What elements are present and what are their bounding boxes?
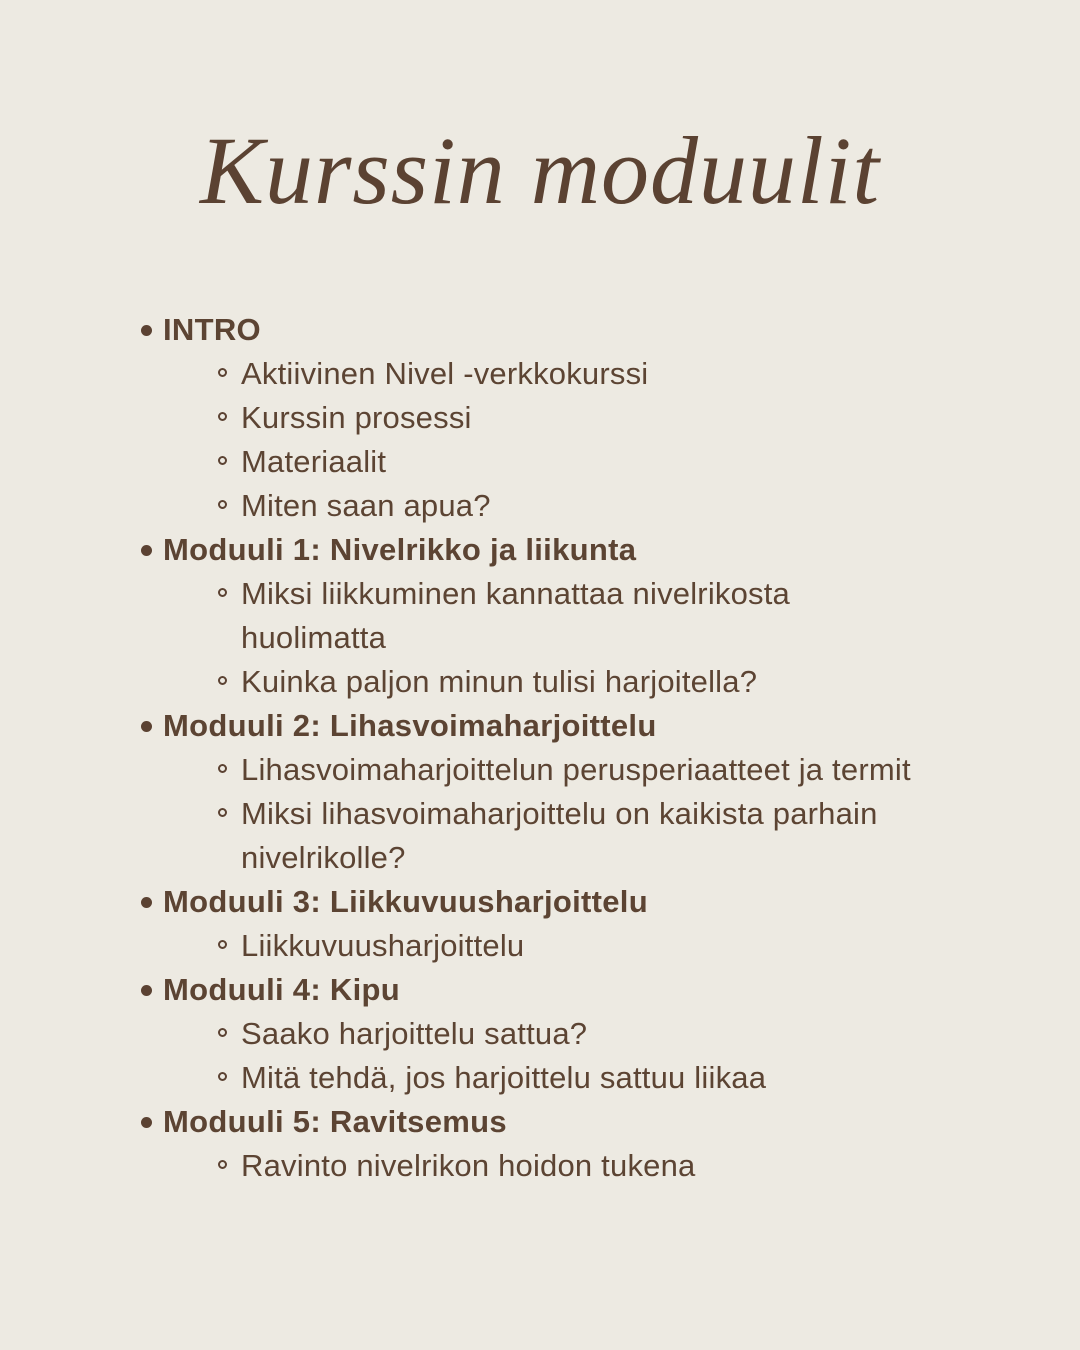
filled-bullet-icon [141, 1117, 152, 1128]
lesson-item [218, 572, 941, 660]
hollow-bullet-icon [218, 500, 227, 509]
lesson-item [218, 1012, 941, 1056]
hollow-bullet-icon [218, 808, 227, 817]
lesson-label: Aktiivinen Nivel -verkkokurssi [241, 355, 649, 391]
lesson-list [218, 352, 941, 528]
hollow-bullet-icon [218, 1160, 227, 1169]
module-item [141, 528, 941, 704]
hollow-bullet-icon [218, 588, 227, 597]
lesson-item [218, 1056, 941, 1100]
lesson-list [218, 924, 941, 968]
lesson-item [218, 660, 941, 704]
lesson-item [218, 440, 941, 484]
filled-bullet-icon [141, 721, 152, 732]
lesson-label: Miksi lihasvoimaharjoittelu on kaikista parhain nivelrikolle? [241, 795, 878, 875]
hollow-bullet-icon [218, 1072, 227, 1081]
lesson-item [218, 396, 941, 440]
hollow-bullet-icon [218, 676, 227, 685]
lesson-list [218, 1012, 941, 1100]
lesson-label: Materiaalit [241, 443, 387, 479]
module-item [141, 968, 941, 1100]
module-label: Moduuli 3: Liikkuvuusharjoittelu [163, 883, 648, 919]
lesson-list [218, 748, 941, 880]
lesson-item [218, 484, 941, 528]
module-item [141, 1100, 941, 1188]
lesson-label: Ravinto nivelrikon hoidon tukena [241, 1147, 696, 1183]
hollow-bullet-icon [218, 368, 227, 377]
lesson-label: Kurssin prosessi [241, 399, 472, 435]
module-label: Moduuli 4: Kipu [163, 971, 400, 1007]
filled-bullet-icon [141, 985, 152, 996]
module-label: INTRO [163, 311, 261, 347]
lesson-item [218, 924, 941, 968]
module-label: Moduuli 5: Ravitsemus [163, 1103, 507, 1139]
module-label: Moduuli 2: Lihasvoimaharjoittelu [163, 707, 657, 743]
lesson-label: Miten saan apua? [241, 487, 491, 523]
lesson-item [218, 352, 941, 396]
hollow-bullet-icon [218, 412, 227, 421]
hollow-bullet-icon [218, 1028, 227, 1037]
filled-bullet-icon [141, 545, 152, 556]
lesson-item [218, 748, 941, 792]
lesson-label: Saako harjoittelu sattua? [241, 1015, 588, 1051]
filled-bullet-icon [141, 325, 152, 336]
module-list [141, 308, 941, 1188]
module-item [141, 704, 941, 880]
page-title: Kurssin moduulit [199, 117, 881, 224]
module-label: Moduuli 1: Nivelrikko ja liikunta [163, 531, 637, 567]
lesson-label: Mitä tehdä, jos harjoittelu sattuu liikaa [241, 1059, 767, 1095]
hollow-bullet-icon [218, 764, 227, 773]
lesson-item [218, 1144, 941, 1188]
lesson-label: Kuinka paljon minun tulisi harjoitella? [241, 663, 758, 699]
module-item [141, 308, 941, 528]
hollow-bullet-icon [218, 940, 227, 949]
lesson-label: Lihasvoimaharjoittelun perusperiaatteet ja termit [241, 751, 911, 787]
lesson-label: Liikkuvuusharjoittelu [241, 927, 525, 963]
lesson-item [218, 792, 941, 880]
lesson-list [218, 1144, 941, 1188]
lesson-list [218, 572, 941, 704]
module-item [141, 880, 941, 968]
lesson-label: Miksi liikkuminen kannattaa nivelrikosta huolimatta [241, 575, 791, 655]
filled-bullet-icon [141, 897, 152, 908]
hollow-bullet-icon [218, 456, 227, 465]
